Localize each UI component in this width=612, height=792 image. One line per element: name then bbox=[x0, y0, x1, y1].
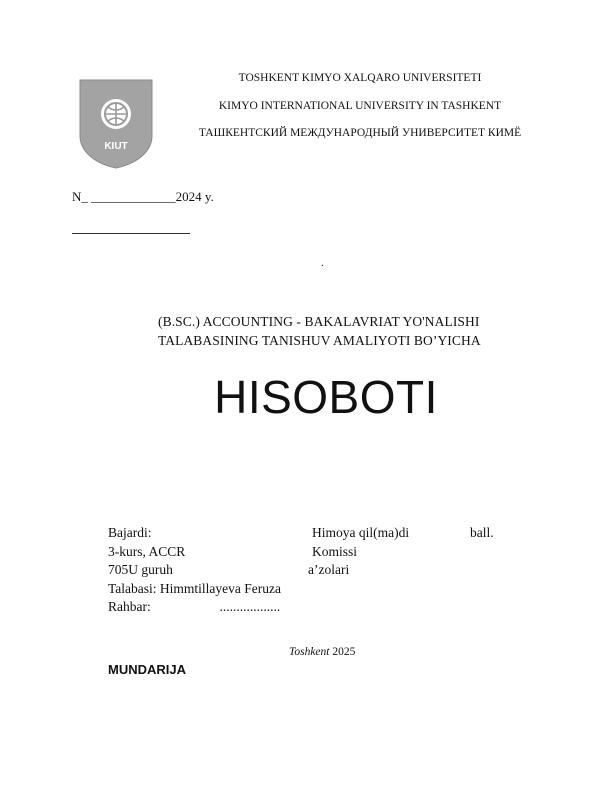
logo-text: KIUT bbox=[104, 141, 128, 152]
signature-line bbox=[72, 233, 190, 234]
info-left bbox=[108, 524, 281, 617]
page-title: HISOBOTI bbox=[214, 371, 438, 423]
center-dot: . bbox=[321, 255, 324, 269]
supervisor-row bbox=[108, 598, 281, 617]
group-label: 705U guruh bbox=[108, 562, 173, 577]
score-label: ball. bbox=[470, 525, 494, 540]
university-name-uz: TOSHKENT KIMYO XALQARO UNIVERSITETI bbox=[238, 72, 482, 84]
commission-label: Komissi bbox=[312, 543, 358, 559]
university-logo bbox=[78, 78, 154, 170]
supervisor-dots: .................. bbox=[219, 599, 281, 614]
city-year bbox=[289, 646, 355, 658]
document-number-line: N_ _____________2024 y. bbox=[72, 189, 214, 204]
members-label: a’zolari bbox=[308, 562, 350, 577]
defense-label: Himoya qil(ma)di bbox=[312, 525, 410, 540]
city-name: Toshkent bbox=[289, 646, 330, 658]
subtitle-line-1: (B.SC.) ACCOUNTING - BAKALAVRIAT YO'NALISHI bbox=[158, 314, 480, 329]
subtitle-line-2: TALABASINING TANISHUV AMALIYOTI BO’YICHA bbox=[158, 333, 481, 348]
year: 2025 bbox=[332, 646, 356, 658]
supervisor-label: Rahbar: bbox=[108, 599, 151, 614]
university-name-en: KIMYO INTERNATIONAL UNIVERSITY IN TASHKENT bbox=[218, 100, 502, 112]
globe-icon bbox=[101, 99, 131, 129]
performer-label: Bajardi: bbox=[108, 525, 152, 540]
university-name-ru: ТАШКЕНТСКИЙ МЕЖДУНАРОДНЫЙ УНИВЕРСИТЕТ КИМЁ bbox=[198, 127, 522, 139]
course-label: 3-kurs, ACCR bbox=[108, 543, 186, 559]
toc-heading: MUNDARIJA bbox=[108, 662, 186, 677]
student-name: Talabasi: Himmtillayeva Feruza bbox=[108, 580, 281, 596]
